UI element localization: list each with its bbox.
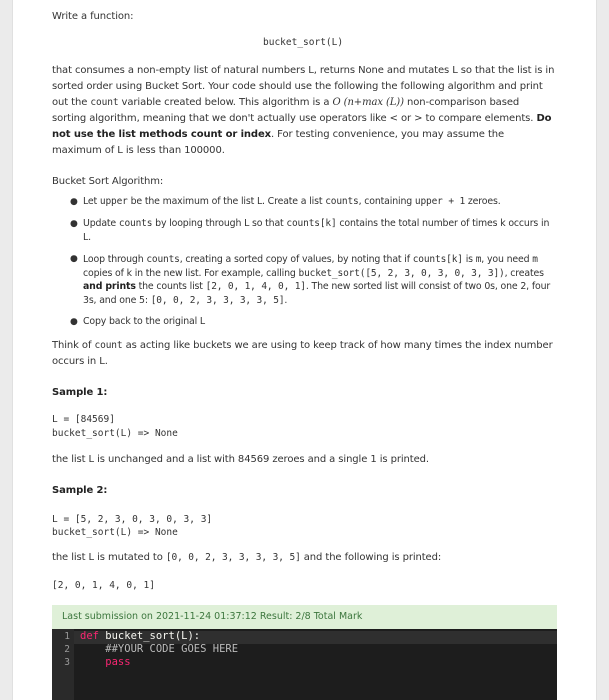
intro-text: Write a function:	[52, 11, 134, 22]
submission-status: Last submission on 2021-11-24 01:37:12 Result: 2/8 Total Mark	[52, 605, 557, 629]
algorithm-steps	[52, 195, 557, 329]
sample2-heading: Sample 2:	[52, 485, 108, 496]
sample1-description: the list L is unchanged and a list with 84569 zeroes and a single 1 is printed.	[52, 454, 429, 465]
code-editor[interactable]	[52, 629, 557, 700]
code-line[interactable]: pass	[80, 656, 131, 668]
sample2-description: the list L is mutated to [0, 0, 2, 3, 3, 3, 3, 5] and the following is printed:	[52, 552, 442, 563]
sample1-code-line: L = [84569]	[52, 414, 115, 425]
list-item: ● Update counts by looping through L so that counts[k] contains the total number of times k occurs in L.	[70, 218, 550, 243]
sample2-code-line: bucket_sort(L) => None	[52, 527, 178, 538]
code-line[interactable]: ##YOUR CODE GOES HERE	[80, 643, 239, 655]
bullet-icon: ●	[70, 317, 78, 327]
list-item: ● Loop through counts, creating a sorted copy of values, by noting that if counts[k] is m, you need m copies of k in the new list. For example, calling bucket_sort([5, 2, 3, 0, 3, 0, 3, 3]), creates and prints the counts list [2, 0, 1, 4, 0, 1]. The new sorted list will consist of two 0s, one 2, four 3s, and one 5: [0, 0, 2, 3, 3, 3, 3, 5].	[70, 254, 551, 306]
sample2-printed-output: [2, 0, 1, 4, 0, 1]	[52, 580, 155, 591]
bullet-icon: ●	[70, 197, 78, 207]
line-number: 3	[64, 657, 70, 668]
sample1-code-line: bucket_sort(L) => None	[52, 428, 178, 439]
algorithm-heading: Bucket Sort Algorithm:	[52, 176, 164, 187]
description-paragraph: that consumes a non-empty list of natural numbers L, returns None and mutates L so that the list is in sorted order using Bucket Sort. Your code should use the following the following algorithm and print out the count variable created below. This algorithm is a O (n+max (L)) non-comparison based sorting algorithm, meaning that we don't actually use operators like < or > to compare elements. Do not use the list methods count or index. For testing convenience, you may assume the maximum of L is less than 100000.	[52, 65, 555, 156]
buckets-note: Think of count as acting like buckets we are using to keep track of how many times the index number occurs in L.	[52, 340, 553, 367]
line-number: 2	[64, 644, 70, 655]
list-item: ● Copy back to the original L	[70, 316, 205, 327]
list-item: ● Let upper be the maximum of the list L. Create a list counts, containing upper + 1 zeroes.	[70, 196, 501, 207]
bullet-icon: ●	[70, 254, 78, 264]
bullet-icon: ●	[70, 219, 78, 229]
function-signature: bucket_sort(L)	[263, 37, 344, 48]
sample2-code-line: L = [5, 2, 3, 0, 3, 0, 3, 3]	[52, 514, 213, 525]
code-line[interactable]: def bucket_sort(L):	[80, 630, 201, 642]
line-number: 1	[64, 631, 70, 642]
sample1-heading: Sample 1:	[52, 387, 108, 398]
